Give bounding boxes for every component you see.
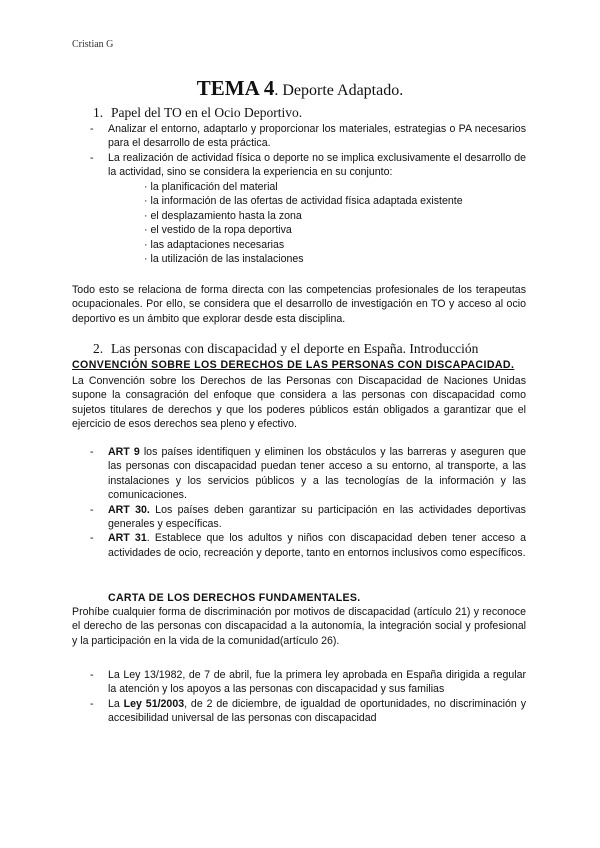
list-item: [90, 697, 526, 726]
article-label: ART 30.: [108, 503, 150, 516]
list-item: [90, 151, 526, 180]
title-sub: . Deporte Adaptado.: [274, 82, 404, 99]
law-name: Ley 51/2003: [123, 697, 185, 710]
dash-marker: -: [90, 697, 94, 710]
dash-marker: -: [90, 503, 94, 516]
list-item: [90, 668, 526, 697]
list-item: [90, 503, 526, 532]
section-1-bullet-list: [90, 122, 526, 180]
article-text: . Establece que los adultos y niños con discapacidad deben tener acceso a actividades de ocio, recreación y deporte, tanto en entornos inclusivos como específicos.: [108, 532, 526, 559]
section-1-heading: [93, 105, 302, 121]
article-label: ART 9: [108, 446, 140, 458]
author-header: Cristian G: [72, 39, 114, 50]
article-label: ART 31: [108, 532, 147, 545]
sub-item: · las adaptaciones necesarias: [144, 238, 285, 251]
convention-title: CONVENCIÓN SOBRE LOS DERECHOS DE LAS PERSONAS CON DISCAPACIDAD.: [72, 359, 515, 371]
article-text: los países identifiquen y eliminen los obstáculos y las barreras y aseguren que las personas con discapacidad puedan tener acceso a su entorno, al transporte, a las instalaciones y los servicios públicos y a las tecnologías de la información y las comunicaciones.: [108, 446, 527, 502]
section-1-title: Papel del TO en el Ocio Deportivo.: [111, 105, 303, 120]
section-1-number: 1.: [93, 105, 104, 120]
section-2-title: Las personas con discapacidad y el deporte en España. Introducción: [111, 341, 479, 356]
bullet-text: Analizar el entorno, adaptarlo y proporcionar los materiales, estrategias o PA necesarios para el desarrollo de esta práctica.: [108, 123, 526, 150]
list-item: [90, 531, 526, 560]
sub-item: · el vestido de la ropa deportiva: [144, 224, 292, 237]
page-title: [0, 76, 600, 101]
list-item: [90, 445, 526, 503]
law-text-post: , de 2 de diciembre, de igualdad de oportunidades, no discriminación y accesibilidad universal de las personas con discapacidad: [108, 697, 526, 725]
sub-item: · la planificación del material: [144, 181, 278, 193]
dash-marker: -: [90, 532, 94, 545]
articles-list: [90, 445, 526, 560]
dash-marker: -: [90, 446, 94, 458]
section-2-number: 2.: [93, 341, 104, 356]
convention-paragraph: La Convención sobre los Derechos de las Personas con Discapacidad de Naciones Unidas supone la consagración del enfoque que considera a las personas con discapacidad como sujetos titulares de derechos y que los poderes públicos están obligados a garantizar que el ejercicio de esos derechos sea pleno y efectivo.: [72, 375, 526, 431]
law-text-pre: La: [108, 697, 124, 710]
section-2-heading: [93, 341, 478, 357]
sub-item: · la información de las ofertas de actividad física adaptada existente: [144, 195, 463, 208]
carta-title: CARTA DE LOS DERECHOS FUNDAMENTALES.: [108, 592, 361, 604]
dash-marker: -: [90, 123, 94, 135]
list-item: [90, 122, 526, 151]
article-text: Los países deben garantizar su participación en las actividades deportivas generales y específicas.: [108, 503, 526, 531]
sub-item: · la utilización de las instalaciones: [144, 253, 304, 266]
bullet-text: La realización de actividad física o deporte no se implica exclusivamente el desarrollo de la actividad, sino se considera la experiencia en su conjunto:: [108, 151, 526, 179]
laws-list: [90, 668, 526, 726]
dash-marker: -: [90, 669, 94, 681]
section-1-sub-list: [144, 180, 463, 266]
sub-item: · el desplazamiento hasta la zona: [144, 209, 302, 222]
carta-paragraph: Prohíbe cualquier forma de discriminación por motivos de discapacidad (artículo 21) y reconoce el derecho de las personas con discapacidad a la autonomía, la integración social y profesional y la participación en la vida de la comunidad(artículo 26).: [72, 606, 526, 647]
dash-marker: -: [90, 151, 94, 164]
title-main: TEMA 4: [196, 76, 275, 100]
law-text: La Ley 13/1982, de 7 de abril, fue la primera ley aprobada en España dirigida a regular la atención y los apoyos a las personas con discapacidad y sus familias: [108, 669, 526, 696]
section-1-paragraph: Todo esto se relaciona de forma directa con las competencias profesionales de los terapeutas ocupacionales. Por ello, se considera que el desarrollo de investigación en TO y acceso al ocio deportivo es un ámbito que explorar desde esta disciplina.: [72, 284, 526, 325]
